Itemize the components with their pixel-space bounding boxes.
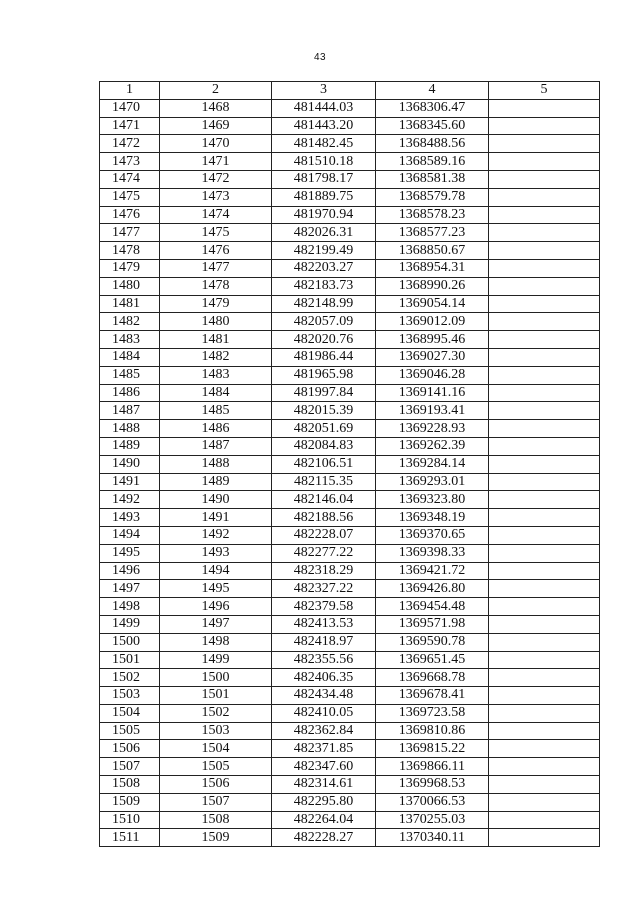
- note-cell: [489, 99, 600, 117]
- point-number-cell: 1498: [100, 598, 160, 616]
- point-number-cell: 1509: [100, 793, 160, 811]
- x-coordinate-cell: 481889.75: [272, 188, 376, 206]
- ref-number-cell: 1478: [160, 277, 272, 295]
- table-row: [100, 580, 600, 598]
- table-row: [100, 455, 600, 473]
- x-coordinate-cell: 482418.97: [272, 633, 376, 651]
- point-number-cell: 1489: [100, 437, 160, 455]
- table-row: [100, 491, 600, 509]
- ref-number-cell: 1499: [160, 651, 272, 669]
- y-coordinate-cell: 1369046.28: [376, 366, 489, 384]
- table-row: [100, 615, 600, 633]
- note-cell: [489, 722, 600, 740]
- note-cell: [489, 811, 600, 829]
- y-coordinate-cell: 1369866.11: [376, 758, 489, 776]
- note-cell: [489, 224, 600, 242]
- note-cell: [489, 473, 600, 491]
- x-coordinate-cell: 482020.76: [272, 331, 376, 349]
- x-coordinate-cell: 481443.20: [272, 117, 376, 135]
- y-coordinate-cell: 1369284.14: [376, 455, 489, 473]
- ref-number-cell: 1507: [160, 793, 272, 811]
- coordinates-table: [99, 81, 600, 847]
- y-coordinate-cell: 1369193.41: [376, 402, 489, 420]
- column-header-2: 2: [160, 82, 272, 100]
- ref-number-cell: 1506: [160, 776, 272, 794]
- x-coordinate-cell: 481986.44: [272, 348, 376, 366]
- table-row: [100, 348, 600, 366]
- note-cell: [489, 509, 600, 527]
- x-coordinate-cell: 481965.98: [272, 366, 376, 384]
- point-number-cell: 1503: [100, 687, 160, 705]
- point-number-cell: 1493: [100, 509, 160, 527]
- table-row: [100, 117, 600, 135]
- x-coordinate-cell: 482183.73: [272, 277, 376, 295]
- table-row: [100, 776, 600, 794]
- y-coordinate-cell: 1369323.80: [376, 491, 489, 509]
- ref-number-cell: 1503: [160, 722, 272, 740]
- table-row: [100, 295, 600, 313]
- table-row: [100, 598, 600, 616]
- table-row: [100, 259, 600, 277]
- x-coordinate-cell: 482355.56: [272, 651, 376, 669]
- column-header-1: 1: [100, 82, 160, 100]
- point-number-cell: 1481: [100, 295, 160, 313]
- table-row: [100, 437, 600, 455]
- x-coordinate-cell: 482327.22: [272, 580, 376, 598]
- note-cell: [489, 170, 600, 188]
- ref-number-cell: 1468: [160, 99, 272, 117]
- ref-number-cell: 1505: [160, 758, 272, 776]
- point-number-cell: 1480: [100, 277, 160, 295]
- x-coordinate-cell: 482026.31: [272, 224, 376, 242]
- point-number-cell: 1496: [100, 562, 160, 580]
- x-coordinate-cell: 482188.56: [272, 509, 376, 527]
- x-coordinate-cell: 482347.60: [272, 758, 376, 776]
- point-number-cell: 1484: [100, 348, 160, 366]
- ref-number-cell: 1494: [160, 562, 272, 580]
- x-coordinate-cell: 482314.61: [272, 776, 376, 794]
- ref-number-cell: 1484: [160, 384, 272, 402]
- table-row: [100, 669, 600, 687]
- point-number-cell: 1497: [100, 580, 160, 598]
- table-row: [100, 544, 600, 562]
- note-cell: [489, 687, 600, 705]
- table-row: [100, 170, 600, 188]
- ref-number-cell: 1486: [160, 420, 272, 438]
- table-row: [100, 722, 600, 740]
- table-row: [100, 242, 600, 260]
- note-cell: [489, 455, 600, 473]
- ref-number-cell: 1504: [160, 740, 272, 758]
- x-coordinate-cell: 482057.09: [272, 313, 376, 331]
- ref-number-cell: 1488: [160, 455, 272, 473]
- note-cell: [489, 331, 600, 349]
- x-coordinate-cell: 482295.80: [272, 793, 376, 811]
- table-row: [100, 509, 600, 527]
- point-number-cell: 1508: [100, 776, 160, 794]
- x-coordinate-cell: 482115.35: [272, 473, 376, 491]
- point-number-cell: 1502: [100, 669, 160, 687]
- ref-number-cell: 1469: [160, 117, 272, 135]
- note-cell: [489, 580, 600, 598]
- note-cell: [489, 740, 600, 758]
- note-cell: [489, 295, 600, 313]
- y-coordinate-cell: 1369590.78: [376, 633, 489, 651]
- point-number-cell: 1507: [100, 758, 160, 776]
- y-coordinate-cell: 1368578.23: [376, 206, 489, 224]
- table-header: [100, 82, 600, 100]
- x-coordinate-cell: 481444.03: [272, 99, 376, 117]
- ref-number-cell: 1483: [160, 366, 272, 384]
- x-coordinate-cell: 482051.69: [272, 420, 376, 438]
- point-number-cell: 1506: [100, 740, 160, 758]
- y-coordinate-cell: 1369141.16: [376, 384, 489, 402]
- note-cell: [489, 491, 600, 509]
- x-coordinate-cell: 481798.17: [272, 170, 376, 188]
- ref-number-cell: 1509: [160, 829, 272, 847]
- table-row: [100, 562, 600, 580]
- x-coordinate-cell: 482318.29: [272, 562, 376, 580]
- point-number-cell: 1488: [100, 420, 160, 438]
- ref-number-cell: 1470: [160, 135, 272, 153]
- table-row: [100, 402, 600, 420]
- column-header-3: 3: [272, 82, 376, 100]
- x-coordinate-cell: 482015.39: [272, 402, 376, 420]
- note-cell: [489, 669, 600, 687]
- x-coordinate-cell: 481482.45: [272, 135, 376, 153]
- table-row: [100, 633, 600, 651]
- point-number-cell: 1475: [100, 188, 160, 206]
- table-row: [100, 420, 600, 438]
- point-number-cell: 1487: [100, 402, 160, 420]
- x-coordinate-cell: 482277.22: [272, 544, 376, 562]
- table-row: [100, 206, 600, 224]
- note-cell: [489, 829, 600, 847]
- point-number-cell: 1495: [100, 544, 160, 562]
- table-row: [100, 277, 600, 295]
- x-coordinate-cell: 481510.18: [272, 153, 376, 171]
- y-coordinate-cell: 1369968.53: [376, 776, 489, 794]
- note-cell: [489, 188, 600, 206]
- y-coordinate-cell: 1369678.41: [376, 687, 489, 705]
- table-row: [100, 651, 600, 669]
- x-coordinate-cell: 482362.84: [272, 722, 376, 740]
- point-number-cell: 1477: [100, 224, 160, 242]
- y-coordinate-cell: 1368579.78: [376, 188, 489, 206]
- note-cell: [489, 526, 600, 544]
- x-coordinate-cell: 482379.58: [272, 598, 376, 616]
- note-cell: [489, 598, 600, 616]
- y-coordinate-cell: 1369426.80: [376, 580, 489, 598]
- point-number-cell: 1472: [100, 135, 160, 153]
- y-coordinate-cell: 1369668.78: [376, 669, 489, 687]
- table-row: [100, 811, 600, 829]
- note-cell: [489, 153, 600, 171]
- y-coordinate-cell: 1368581.38: [376, 170, 489, 188]
- y-coordinate-cell: 1369293.01: [376, 473, 489, 491]
- table-row: [100, 331, 600, 349]
- point-number-cell: 1501: [100, 651, 160, 669]
- x-coordinate-cell: 481970.94: [272, 206, 376, 224]
- note-cell: [489, 633, 600, 651]
- table-row: [100, 740, 600, 758]
- x-coordinate-cell: 482228.07: [272, 526, 376, 544]
- x-coordinate-cell: 482084.83: [272, 437, 376, 455]
- y-coordinate-cell: 1368577.23: [376, 224, 489, 242]
- note-cell: [489, 259, 600, 277]
- point-number-cell: 1478: [100, 242, 160, 260]
- note-cell: [489, 348, 600, 366]
- y-coordinate-cell: 1369027.30: [376, 348, 489, 366]
- ref-number-cell: 1471: [160, 153, 272, 171]
- ref-number-cell: 1482: [160, 348, 272, 366]
- table-row: [100, 793, 600, 811]
- x-coordinate-cell: 482203.27: [272, 259, 376, 277]
- point-number-cell: 1511: [100, 829, 160, 847]
- x-coordinate-cell: 482264.04: [272, 811, 376, 829]
- y-coordinate-cell: 1369571.98: [376, 615, 489, 633]
- x-coordinate-cell: 482434.48: [272, 687, 376, 705]
- point-number-cell: 1482: [100, 313, 160, 331]
- table-row: [100, 99, 600, 117]
- x-coordinate-cell: 482146.04: [272, 491, 376, 509]
- note-cell: [489, 384, 600, 402]
- table-row: [100, 384, 600, 402]
- ref-number-cell: 1485: [160, 402, 272, 420]
- y-coordinate-cell: 1368990.26: [376, 277, 489, 295]
- table-row: [100, 473, 600, 491]
- note-cell: [489, 758, 600, 776]
- y-coordinate-cell: 1370066.53: [376, 793, 489, 811]
- page-number: 43: [313, 52, 327, 63]
- y-coordinate-cell: 1369810.86: [376, 722, 489, 740]
- note-cell: [489, 402, 600, 420]
- y-coordinate-cell: 1369348.19: [376, 509, 489, 527]
- point-number-cell: 1490: [100, 455, 160, 473]
- y-coordinate-cell: 1368995.46: [376, 331, 489, 349]
- x-coordinate-cell: 482371.85: [272, 740, 376, 758]
- y-coordinate-cell: 1369454.48: [376, 598, 489, 616]
- note-cell: [489, 562, 600, 580]
- ref-number-cell: 1508: [160, 811, 272, 829]
- point-number-cell: 1486: [100, 384, 160, 402]
- ref-number-cell: 1481: [160, 331, 272, 349]
- note-cell: [489, 437, 600, 455]
- table-row: [100, 829, 600, 847]
- ref-number-cell: 1479: [160, 295, 272, 313]
- ref-number-cell: 1501: [160, 687, 272, 705]
- point-number-cell: 1505: [100, 722, 160, 740]
- point-number-cell: 1510: [100, 811, 160, 829]
- ref-number-cell: 1491: [160, 509, 272, 527]
- table-row: [100, 135, 600, 153]
- ref-number-cell: 1472: [160, 170, 272, 188]
- y-coordinate-cell: 1368954.31: [376, 259, 489, 277]
- ref-number-cell: 1492: [160, 526, 272, 544]
- y-coordinate-cell: 1369054.14: [376, 295, 489, 313]
- note-cell: [489, 366, 600, 384]
- y-coordinate-cell: 1369421.72: [376, 562, 489, 580]
- ref-number-cell: 1502: [160, 704, 272, 722]
- point-number-cell: 1494: [100, 526, 160, 544]
- y-coordinate-cell: 1370340.11: [376, 829, 489, 847]
- x-coordinate-cell: 482228.27: [272, 829, 376, 847]
- point-number-cell: 1499: [100, 615, 160, 633]
- ref-number-cell: 1496: [160, 598, 272, 616]
- note-cell: [489, 135, 600, 153]
- y-coordinate-cell: 1368306.47: [376, 99, 489, 117]
- note-cell: [489, 651, 600, 669]
- column-header-5: 5: [489, 82, 600, 100]
- y-coordinate-cell: 1369723.58: [376, 704, 489, 722]
- point-number-cell: 1504: [100, 704, 160, 722]
- x-coordinate-cell: 482413.53: [272, 615, 376, 633]
- ref-number-cell: 1487: [160, 437, 272, 455]
- ref-number-cell: 1497: [160, 615, 272, 633]
- y-coordinate-cell: 1369398.33: [376, 544, 489, 562]
- note-cell: [489, 544, 600, 562]
- note-cell: [489, 615, 600, 633]
- note-cell: [489, 242, 600, 260]
- table-row: [100, 687, 600, 705]
- note-cell: [489, 117, 600, 135]
- point-number-cell: 1474: [100, 170, 160, 188]
- note-cell: [489, 277, 600, 295]
- note-cell: [489, 420, 600, 438]
- point-number-cell: 1470: [100, 99, 160, 117]
- y-coordinate-cell: 1368488.56: [376, 135, 489, 153]
- y-coordinate-cell: 1369370.65: [376, 526, 489, 544]
- note-cell: [489, 206, 600, 224]
- y-coordinate-cell: 1370255.03: [376, 811, 489, 829]
- y-coordinate-cell: 1369012.09: [376, 313, 489, 331]
- point-number-cell: 1491: [100, 473, 160, 491]
- ref-number-cell: 1474: [160, 206, 272, 224]
- table-row: [100, 313, 600, 331]
- x-coordinate-cell: 482148.99: [272, 295, 376, 313]
- table-row: [100, 224, 600, 242]
- note-cell: [489, 704, 600, 722]
- table-row: [100, 758, 600, 776]
- table-row: [100, 366, 600, 384]
- table-row: [100, 153, 600, 171]
- table-row: [100, 526, 600, 544]
- ref-number-cell: 1476: [160, 242, 272, 260]
- y-coordinate-cell: 1369651.45: [376, 651, 489, 669]
- y-coordinate-cell: 1369815.22: [376, 740, 489, 758]
- column-header-4: 4: [376, 82, 489, 100]
- x-coordinate-cell: 482406.35: [272, 669, 376, 687]
- x-coordinate-cell: 482199.49: [272, 242, 376, 260]
- point-number-cell: 1476: [100, 206, 160, 224]
- x-coordinate-cell: 482106.51: [272, 455, 376, 473]
- ref-number-cell: 1477: [160, 259, 272, 277]
- point-number-cell: 1492: [100, 491, 160, 509]
- point-number-cell: 1485: [100, 366, 160, 384]
- note-cell: [489, 793, 600, 811]
- y-coordinate-cell: 1369262.39: [376, 437, 489, 455]
- point-number-cell: 1471: [100, 117, 160, 135]
- x-coordinate-cell: 482410.05: [272, 704, 376, 722]
- table-body: [100, 99, 600, 846]
- y-coordinate-cell: 1368589.16: [376, 153, 489, 171]
- point-number-cell: 1483: [100, 331, 160, 349]
- table-row: [100, 704, 600, 722]
- x-coordinate-cell: 481997.84: [272, 384, 376, 402]
- ref-number-cell: 1500: [160, 669, 272, 687]
- y-coordinate-cell: 1368850.67: [376, 242, 489, 260]
- table-row: [100, 188, 600, 206]
- point-number-cell: 1479: [100, 259, 160, 277]
- point-number-cell: 1473: [100, 153, 160, 171]
- point-number-cell: 1500: [100, 633, 160, 651]
- note-cell: [489, 313, 600, 331]
- ref-number-cell: 1490: [160, 491, 272, 509]
- ref-number-cell: 1475: [160, 224, 272, 242]
- y-coordinate-cell: 1369228.93: [376, 420, 489, 438]
- ref-number-cell: 1480: [160, 313, 272, 331]
- ref-number-cell: 1473: [160, 188, 272, 206]
- y-coordinate-cell: 1368345.60: [376, 117, 489, 135]
- ref-number-cell: 1493: [160, 544, 272, 562]
- note-cell: [489, 776, 600, 794]
- header-row: [100, 82, 600, 100]
- ref-number-cell: 1489: [160, 473, 272, 491]
- ref-number-cell: 1498: [160, 633, 272, 651]
- ref-number-cell: 1495: [160, 580, 272, 598]
